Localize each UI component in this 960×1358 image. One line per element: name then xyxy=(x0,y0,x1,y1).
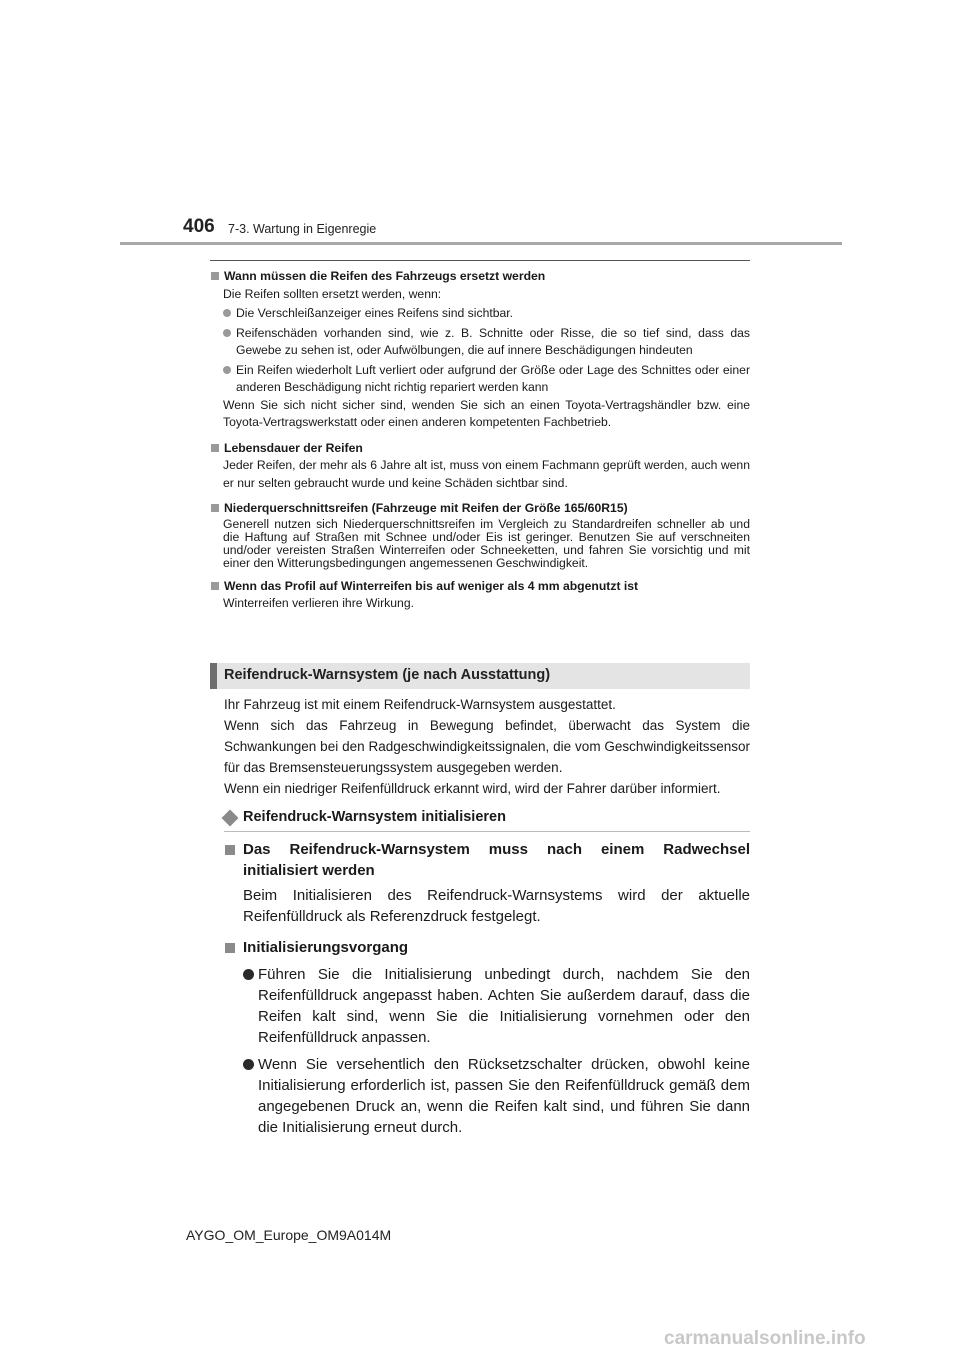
note-heading: Wenn das Profil auf Winterreifen bis auf weniger als 4 mm abgenutzt ist xyxy=(224,578,639,593)
dot-bullet-icon xyxy=(223,366,231,374)
section-bar-accent xyxy=(210,663,217,689)
item-text: Beim Initialisieren des Reifendruck-Warnsystems wird der aktuelle Reifenfülldruck als Referenzdruck festgelegt. xyxy=(243,887,750,925)
note-heading: Lebensdauer der Reifen xyxy=(224,440,363,455)
paragraph: Wenn sich das Fahrzeug in Bewegung befindet, überwacht das System die Schwankungen bei den Radgeschwindigkeitssignalen, die vom Geschwindigkeitssensor für das Bremsensteuerungssystem ausgegeben werden. xyxy=(224,718,750,775)
subsection-heading: Reifendruck-Warnsystem initialisieren xyxy=(243,809,506,825)
square-bullet-icon xyxy=(211,272,219,280)
square-bullet-icon xyxy=(225,845,235,855)
note-heading: Niederquerschnittsreifen (Fahrzeuge mit Reifen der Größe 165/60R15) xyxy=(224,501,628,515)
list-item: Führen Sie die Initialisierung unbedingt durch, nachdem Sie den Reifenfülldruck angepasst haben. Achten Sie außerdem darauf, dass die Reifen kalt sind, wenn Sie die Initialisierung vornehmen oder den Reifenfülldruck anpassen. xyxy=(224,964,750,1048)
square-bullet-icon xyxy=(211,444,219,452)
note-text: Wenn Sie sich nicht sicher sind, wenden Sie sich an einen Toyota-Vertragshändler bzw. eine Toyota-Vertragswerkstatt oder einen anderen kompetenten Fachbetrieb. xyxy=(223,397,750,429)
note-tire-replacement xyxy=(210,268,750,432)
diamond-icon xyxy=(222,810,239,827)
intro-text xyxy=(224,694,750,799)
note-text: Winterreifen verlieren ihre Wirkung. xyxy=(223,596,415,610)
list-item: Die Verschleißanzeiger eines Reifens sind sichtbar. xyxy=(210,305,750,323)
section-heading: Reifendruck-Warnsystem (je nach Ausstattung) xyxy=(224,667,551,683)
list-item: Wenn Sie versehentlich den Rücksetzschalter drücken, obwohl keine Initialisierung erforderlich ist, passen Sie den Reifenfülldruck gemäß dem angegebenen Druck an, wenn die Reifen kalt sind, und führen Sie dann die Initialisierung erneut durch. xyxy=(224,1054,750,1138)
main-content xyxy=(224,839,750,1138)
dot-bullet-icon xyxy=(243,1059,254,1070)
note-tire-lifespan xyxy=(210,440,750,493)
dot-bullet-icon xyxy=(223,309,231,317)
subsection-rule xyxy=(224,831,750,832)
list-item: Reifenschäden vorhanden sind, wie z. B. Schnitte oder Risse, die so tief sind, dass das Gewebe zu sehen ist, oder Aufwölbungen, die auf innere Beschädigungen hindeuten xyxy=(210,325,750,360)
page-number: 406 xyxy=(183,216,215,237)
notes-section xyxy=(210,268,750,621)
dot-bullet-icon xyxy=(243,969,254,980)
content-top-rule xyxy=(210,260,750,261)
note-text: Die Reifen sollten ersetzt werden, wenn: xyxy=(223,286,442,301)
list-item: Ein Reifen wiederholt Luft verliert oder aufgrund der Größe oder Lage des Schnittes oder einer anderen Beschädigung nicht richtig repariert werden kann xyxy=(210,362,750,397)
section-title: 7-3. Wartung in Eigenregie xyxy=(228,222,377,236)
footer-code: AYGO_OM_Europe_OM9A014M xyxy=(186,1227,392,1243)
item-heading: Initialisierungsvorgang xyxy=(243,939,409,956)
square-bullet-icon xyxy=(211,582,219,590)
square-bullet-icon xyxy=(211,504,219,512)
note-text: Generell nutzen sich Niederquerschnittsreifen im Vergleich zu Standardreifen schneller ab und die Haftung auf Straßen mit Schnee und/oder Eis ist geringer. Benutzen Sie auf verschneiten und/oder vereisten Straßen Winterreifen oder Schneeketten, und fahren Sie vorsichtig und mit einer den Witterungsbedingungen angemessenen Geschwindigkeit. xyxy=(223,516,750,570)
note-heading: Wann müssen die Reifen des Fahrzeugs ersetzt werden xyxy=(224,269,546,283)
header-rule xyxy=(120,242,842,245)
paragraph: Ihr Fahrzeug ist mit einem Reifendruck-Warnsystem ausgestattet. xyxy=(224,697,616,712)
paragraph: Wenn ein niedriger Reifenfülldruck erkannt wird, wird der Fahrer darüber informiert. xyxy=(224,781,721,796)
watermark: carmanualsonline.info xyxy=(664,1328,866,1349)
square-bullet-icon xyxy=(225,943,235,953)
note-winter-tires xyxy=(210,578,750,613)
dot-bullet-icon xyxy=(223,329,231,337)
note-text: Jeder Reifen, der mehr als 6 Jahre alt ist, muss von einem Fachmann geprüft werden, auch wenn er nur selten gebraucht wurde und keine Schäden sichtbar sind. xyxy=(223,458,750,490)
note-low-profile-tires xyxy=(210,500,750,570)
item-heading: Das Reifendruck-Warnsystem muss nach einem Radwechsel initialisiert werden xyxy=(243,841,750,879)
